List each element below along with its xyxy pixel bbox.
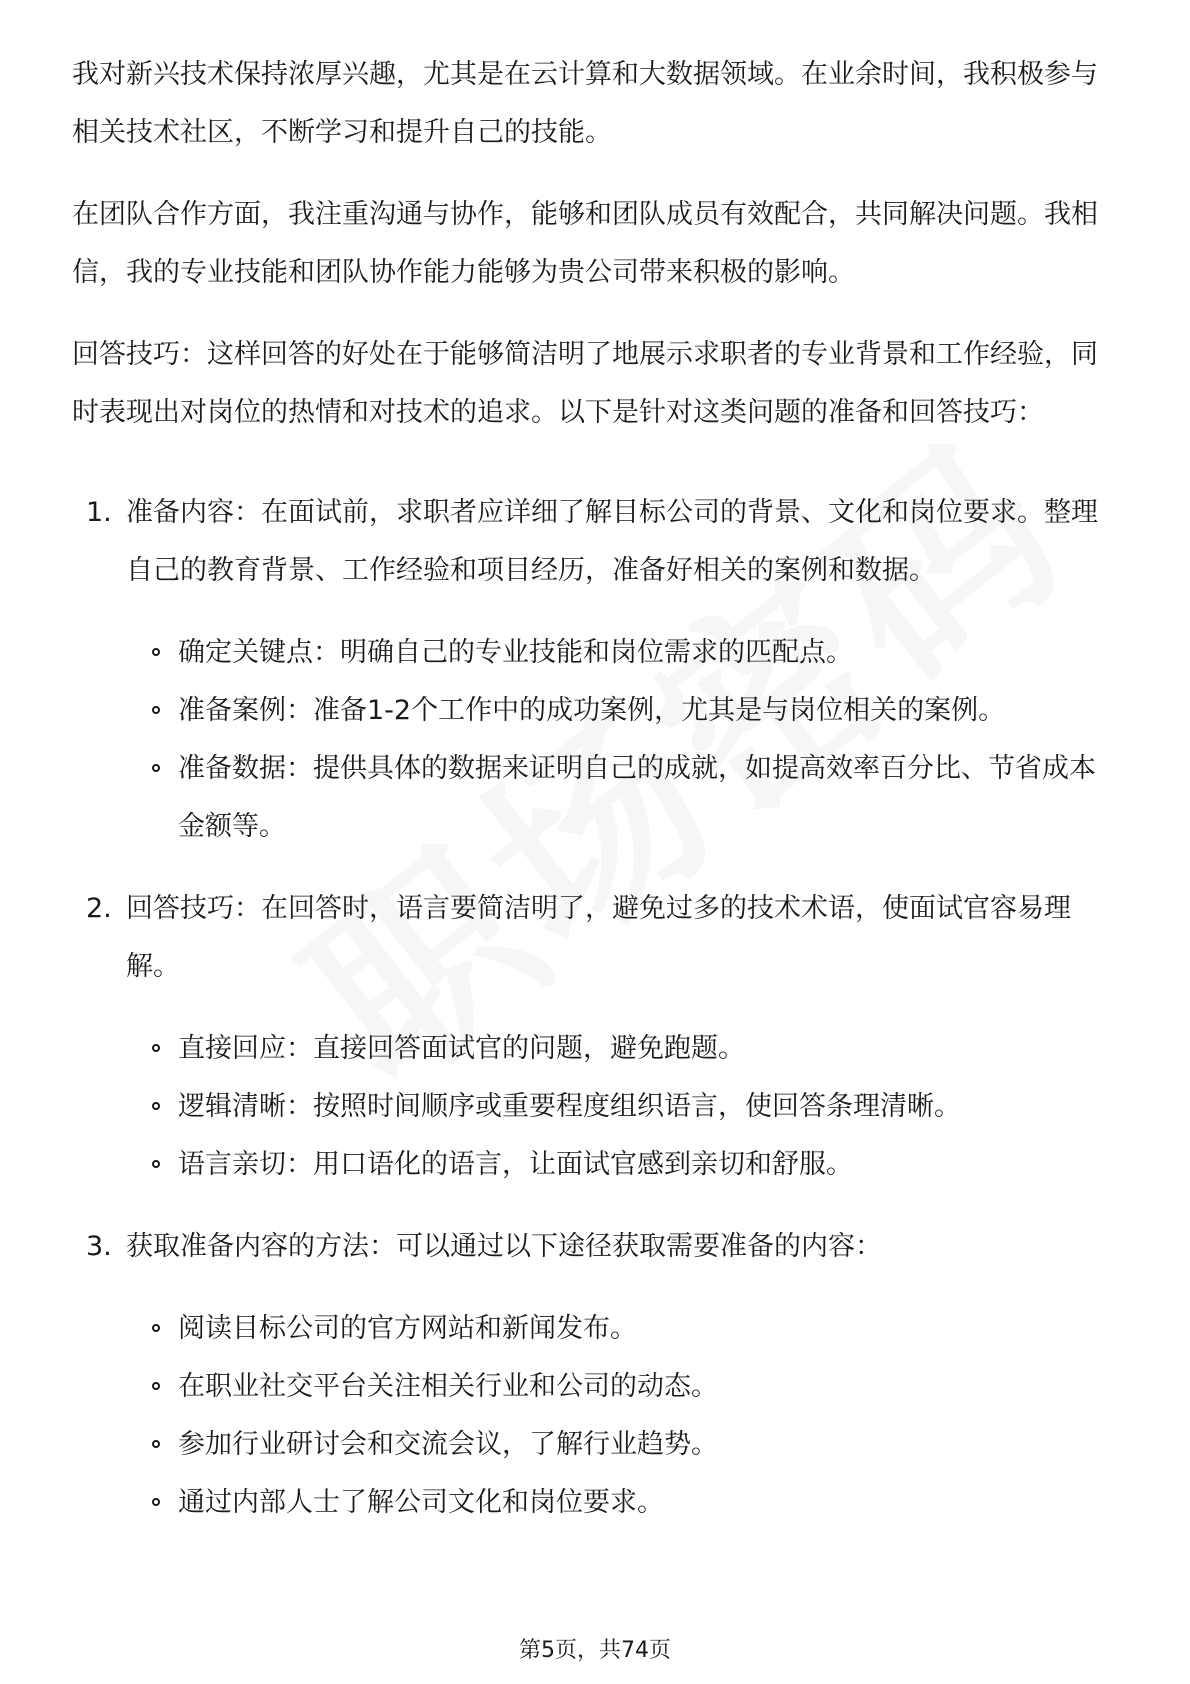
list-item-text: 逻辑清晰：按照时间顺序或重要程度组织语言，使回答条理清晰。 — [178, 1091, 961, 1122]
hollow-bullet-icon — [152, 1044, 160, 1052]
item-text: 回答技巧：在回答时，语言要简洁明了，避免过多的技术术语，使面试官容易理解。 — [126, 893, 1071, 982]
list-item-text: 通过内部人士了解公司文化和岗位要求。 — [178, 1487, 664, 1518]
numbered-item-1 — [72, 484, 1118, 600]
sub-list — [72, 1300, 1118, 1532]
item-number: 2. — [86, 893, 112, 924]
list-item-text: 准备数据：提供具体的数据来证明自己的成就，如提高效率百分比、节省成本金额等。 — [178, 753, 1096, 842]
sub-list — [72, 1020, 1118, 1194]
hollow-bullet-icon — [152, 1382, 160, 1390]
list-item — [72, 1136, 1118, 1194]
hollow-bullet-icon — [152, 764, 160, 772]
list-item-text: 参加行业研讨会和交流会议，了解行业趋势。 — [178, 1429, 718, 1460]
paragraph: 我对新兴技术保持浓厚兴趣，尤其是在云计算和大数据领域。在业余时间，我积极参与相关技术社区，不断学习和提升自己的技能。 — [72, 59, 1098, 148]
paragraph: 回答技巧：这样回答的好处在于能够简洁明了地展示求职者的专业背景和工作经验，同时表现出对岗位的热情和对技术的追求。以下是针对这类问题的准备和回答技巧： — [72, 339, 1098, 428]
numbered-item-2 — [72, 880, 1118, 996]
sub-list — [72, 624, 1118, 856]
hollow-bullet-icon — [152, 1440, 160, 1448]
list-item — [72, 1358, 1118, 1416]
list-item — [72, 682, 1118, 740]
numbered-item-3 — [72, 1218, 1118, 1276]
hollow-bullet-icon — [152, 648, 160, 656]
hollow-bullet-icon — [152, 1102, 160, 1110]
list-item — [72, 1020, 1118, 1078]
list-item-text: 准备案例：准备1-2个工作中的成功案例，尤其是与岗位相关的案例。 — [178, 695, 1006, 726]
list-item — [72, 1416, 1118, 1474]
list-item — [72, 1078, 1118, 1136]
item-number: 1. — [86, 497, 112, 528]
hollow-bullet-icon — [152, 706, 160, 714]
list-item-text: 直接回应：直接回答面试官的问题，避免跑题。 — [178, 1033, 745, 1064]
list-item — [72, 740, 1118, 856]
list-item-text: 语言亲切：用口语化的语言，让面试官感到亲切和舒服。 — [178, 1149, 853, 1180]
page-number: 第5页，共74页 — [519, 1638, 671, 1663]
list-item-text: 在职业社交平台关注相关行业和公司的动态。 — [178, 1371, 718, 1402]
list-item — [72, 624, 1118, 682]
list-item-text: 确定关键点：明确自己的专业技能和岗位需求的匹配点。 — [178, 637, 853, 668]
item-number: 3. — [86, 1231, 112, 1262]
document-body — [72, 46, 1118, 1532]
item-text: 获取准备内容的方法：可以通过以下途径获取需要准备的内容： — [126, 1231, 882, 1262]
hollow-bullet-icon — [152, 1324, 160, 1332]
list-item — [72, 1300, 1118, 1358]
list-item-text: 阅读目标公司的官方网站和新闻发布。 — [178, 1313, 637, 1344]
item-text: 准备内容：在面试前，求职者应详细了解目标公司的背景、文化和岗位要求。整理自己的教育背景、工作经验和项目经历，准备好相关的案例和数据。 — [126, 497, 1098, 586]
hollow-bullet-icon — [152, 1498, 160, 1506]
paragraph: 在团队合作方面，我注重沟通与协作，能够和团队成员有效配合，共同解决问题。我相信，我的专业技能和团队协作能力能够为贵公司带来积极的影响。 — [72, 199, 1098, 288]
hollow-bullet-icon — [152, 1160, 160, 1168]
list-item — [72, 1474, 1118, 1532]
